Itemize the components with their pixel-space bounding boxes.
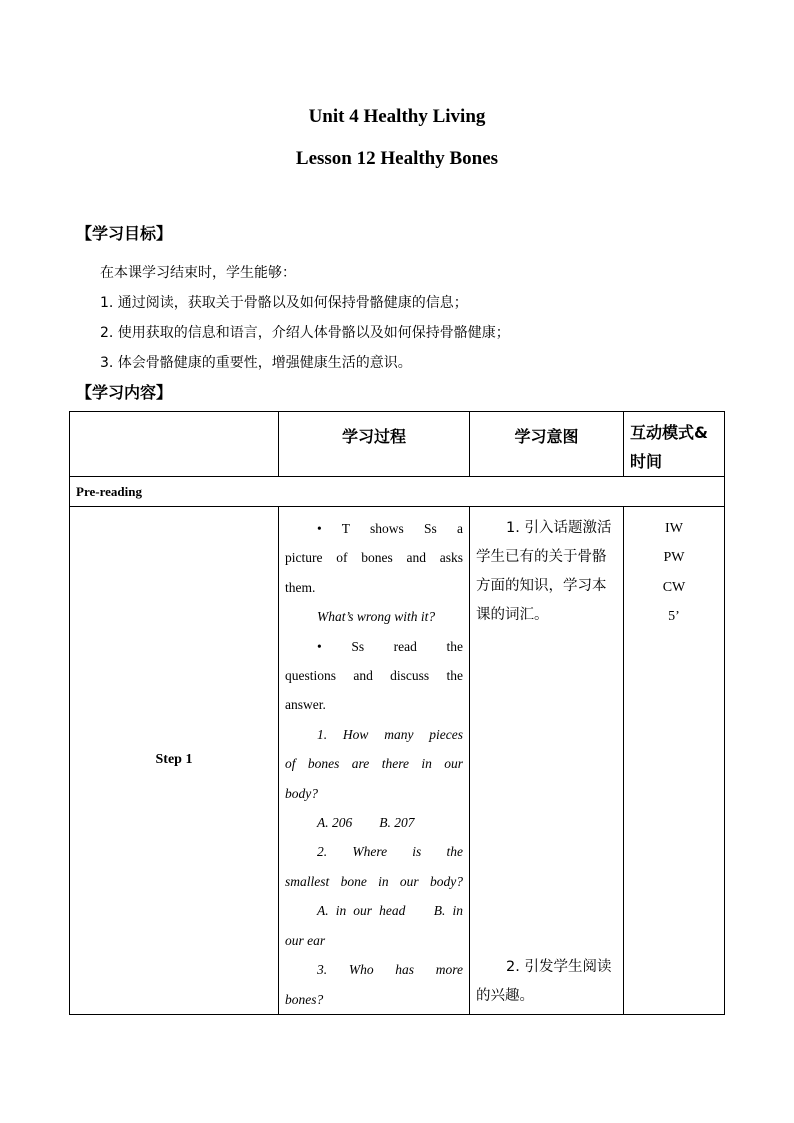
unit-title: Unit 4 Healthy Living — [308, 106, 486, 127]
process-line: our ear — [285, 932, 326, 948]
objective-item: 1. 通过阅读，获取关于骨骼以及如何保持骨骼健康的信息； — [100, 295, 468, 311]
lesson-table — [69, 411, 725, 1015]
process-line: of bones are there in our — [285, 756, 463, 772]
process-line: A. 206 B. 207 — [317, 815, 415, 831]
header-mode — [624, 412, 725, 477]
mode-item: IW — [665, 521, 683, 536]
process-line: smallest bone in our body? — [285, 873, 463, 889]
process-line: What’s wrong with it? — [317, 609, 436, 625]
intent-item: 2. 引发学生阅读的兴趣。 — [476, 959, 612, 1004]
header-intent-label: 学习意图 — [514, 427, 579, 446]
mode-item: PW — [663, 550, 685, 566]
process-line: bones? — [285, 991, 324, 1007]
process-cell — [279, 507, 470, 1015]
step-label: Step 1 — [70, 507, 279, 1015]
phase-row — [70, 477, 725, 507]
process-line: picture of bones and asks — [285, 550, 463, 566]
header-mode-line2: 时间 — [630, 452, 663, 471]
step-row — [70, 507, 725, 1015]
table-header-row — [70, 412, 725, 477]
objective-item: 2. 使用获取的信息和语言，介绍人体骨骼以及如何保持骨骼健康； — [100, 325, 510, 341]
phase-label: Pre-reading — [70, 477, 725, 507]
header-process — [279, 412, 470, 477]
process-line: A. in our head B. in — [317, 903, 463, 919]
objectives-heading: 【学习目标】 — [76, 224, 173, 243]
header-process-label: 学习过程 — [341, 427, 406, 446]
mode-time: 5’ — [668, 609, 680, 625]
header-empty-cell — [70, 412, 279, 477]
intent-cell — [470, 507, 624, 1015]
lesson-title: Lesson 12 Healthy Bones — [295, 148, 499, 169]
process-line: answer. — [285, 697, 326, 713]
process-line: body? — [285, 785, 318, 801]
process-line: • Ss read the — [317, 638, 463, 654]
process-line: 1. How many pieces — [317, 726, 463, 742]
mode-item: CW — [662, 579, 686, 595]
process-line: • T shows Ss a — [317, 521, 463, 536]
content-heading: 【学习内容】 — [76, 383, 173, 402]
process-line: them. — [285, 579, 316, 595]
intent-item: 1. 引入话题激活学生已有的关于骨骼方面的知识，学习本课的词汇。 — [476, 520, 612, 623]
process-line: 3. Who has more — [317, 962, 463, 978]
process-line: questions and discuss the — [285, 668, 463, 684]
mode-cell — [624, 507, 725, 1015]
objective-item: 3. 体会骨骼健康的重要性，增强健康生活的意识。 — [100, 355, 412, 371]
objectives-intro: 在本课学习结束时，学生能够： — [100, 265, 296, 281]
header-intent — [470, 412, 624, 477]
header-mode-line1: 互动模式& — [630, 423, 708, 442]
process-line: 2. Where is the — [317, 844, 463, 860]
